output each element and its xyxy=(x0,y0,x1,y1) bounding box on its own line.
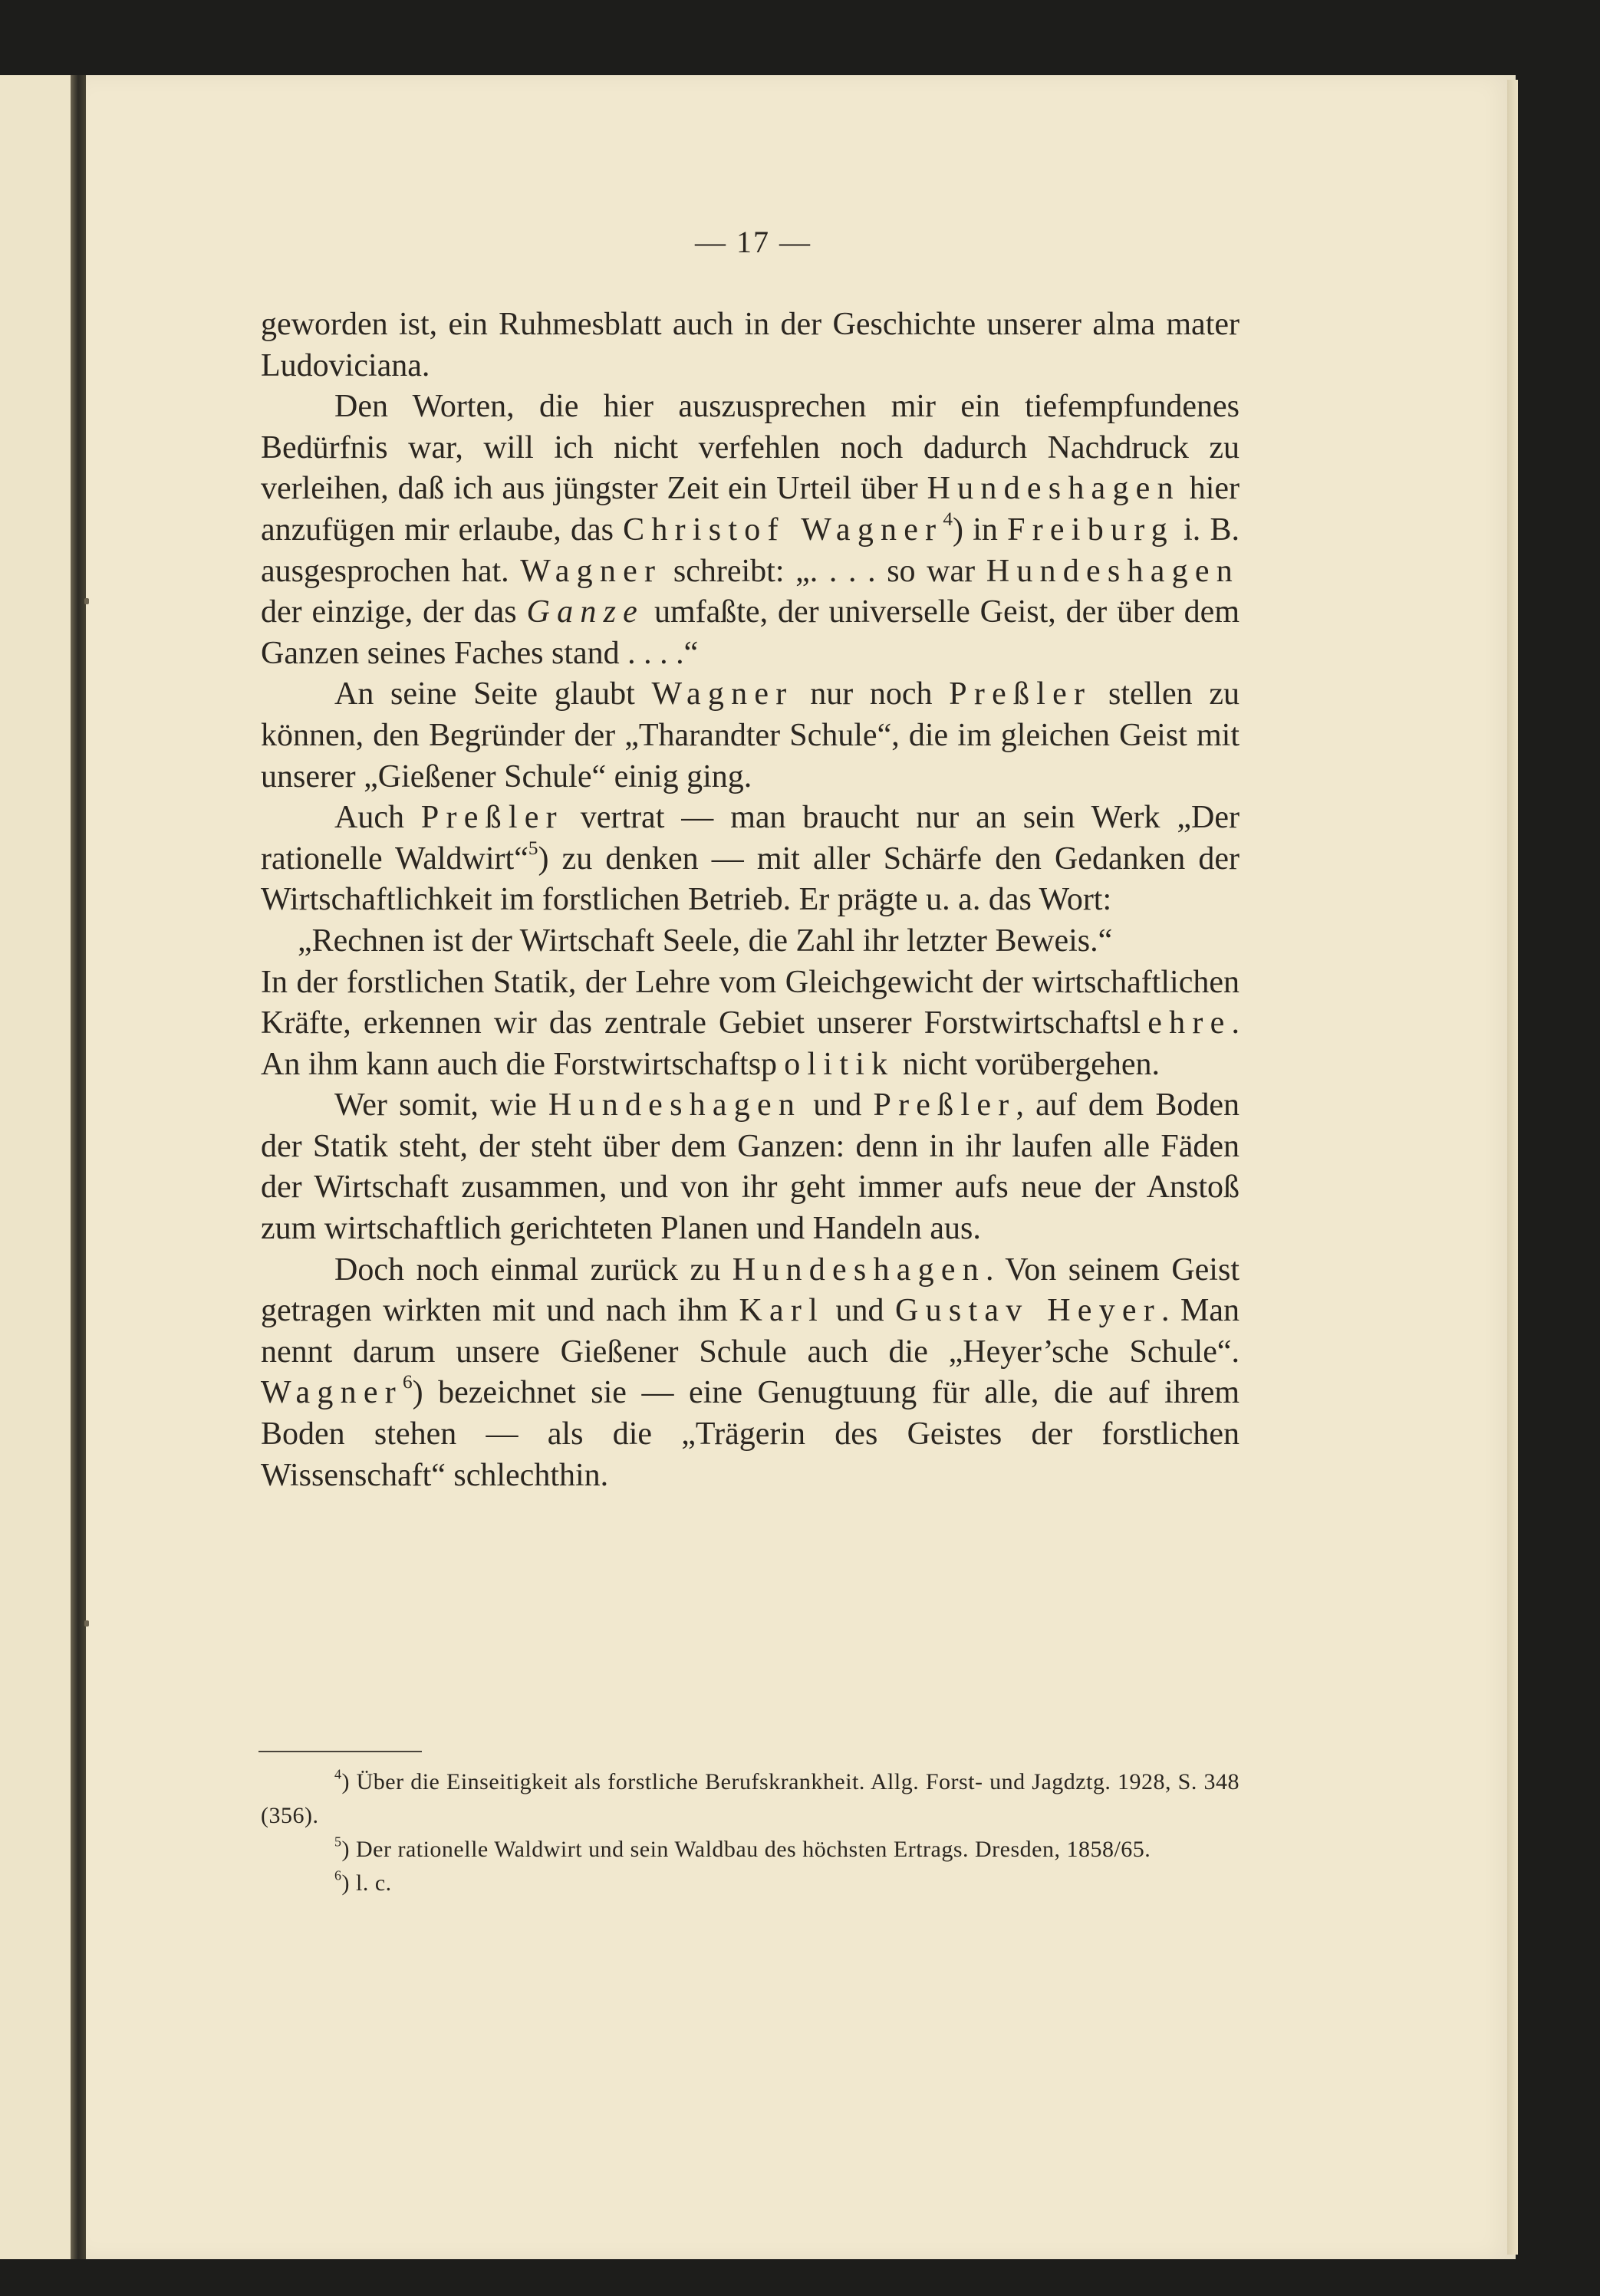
spaced-name: Hundeshagen xyxy=(548,1087,802,1123)
spaced-word: politik xyxy=(761,1046,895,1082)
spaced-name: Karl xyxy=(739,1293,825,1329)
margin-mark xyxy=(84,598,89,604)
page-number: — 17 — xyxy=(695,225,812,259)
spaced-name: Preßler xyxy=(420,800,564,836)
block-quote: „Rechnen ist der Wirtschaft Seele, die Zahl ihr letzter Beweis.“ xyxy=(298,923,1113,959)
paragraph-8: Doch noch einmal zurück zu Hundeshagen. Von seinem Geist getragen wirkten mit und nach ihm Karl und Gustav Heyer. Man nennt darum unsere Gießener Schule auch die „Heyer’sche Schule“. Wagner$^6$) bezeichnet sie — eine Genugtuung für alle, die auf ihrem Boden stehen — als die „Trägerin des Geistes der forstlichen Wissenschaft“ schlechthin. xyxy=(261,1252,1240,1493)
paragraph-3: An seine Seite glaubt Wagner nur noch Preßler stellen zu können, den Begründer der „Tharandter Schule“, die im gleichen Geist mit unserer „Gießener Schule“ einig ging. xyxy=(261,676,1240,794)
paragraph-4: Auch Preßler vertrat — man braucht nur an sein Werk „Der rationelle Waldwirt“$^5$) zu denken — mit aller Schärfe den Gedanken der Wirtschaftlichkeit im forstlichen Betrieb. Er prägte u. a. das Wort: xyxy=(261,800,1240,918)
footnote-4: $^4$) Über die Einseitigkeit als forstliche Berufskrankheit. Allg. Forst- und Jagdztg. 1928, S. 348 (356). xyxy=(261,1766,1240,1828)
margin-mark xyxy=(84,1620,89,1627)
footnote-ref: 5 xyxy=(528,837,538,859)
spaced-name: Preßler xyxy=(949,676,1092,712)
main-text xyxy=(261,304,1240,1496)
footnote-divider xyxy=(258,1751,422,1752)
page-right-edge xyxy=(1507,80,1518,2255)
spaced-name: Freiburg xyxy=(1007,512,1174,548)
spaced-name: Wagner xyxy=(520,553,663,589)
paragraph-6: In der forstlichen Statik, der Lehre vom Gleichgewicht der wirtschaftlichen Kräfte, erkennen wir das zentrale Gebiet unserer Forstwirtschaftslehre. An ihm kann auch die Forstwirtschaftspolitik nicht vorübergehen. xyxy=(261,964,1240,1082)
footnote-ref: 4 xyxy=(943,509,953,531)
footnote-mark: 5 xyxy=(334,1834,342,1850)
previous-page-edge xyxy=(0,75,73,2259)
spaced-name: Christof Wagner xyxy=(623,512,943,548)
footnotes xyxy=(261,1765,1240,1900)
spaced-name: Wagner xyxy=(651,676,794,712)
book-gutter xyxy=(71,75,87,2259)
footnote-6: $^6$) l. c. xyxy=(334,1867,392,1896)
spaced-name: Preßler xyxy=(873,1087,1016,1123)
spaced-name: Wagner xyxy=(261,1375,403,1411)
spaced-name: Hundeshagen xyxy=(986,553,1240,589)
footnote-mark: 4 xyxy=(334,1766,342,1782)
emphasis: Ganze xyxy=(526,594,645,630)
paragraph-2: Den Worten, die hier auszusprechen mir ein tiefempfundenes Bedürfnis war, will ich nicht verfehlen noch dadurch Nachdruck zu verleihen, daß ich aus jüngster Zeit ein Urteil über Hundeshagen hier anzufügen mir erlaube, das Christof Wagner$^4$) in Freiburg i. B. ausgesprochen hat. Wagner schreibt: „. . . . so war Hundeshagen der einzige, der das Ganze umfaßte, der universelle Geist, der über dem Ganzen seines Faches stand . . . .“ xyxy=(261,389,1240,671)
spaced-name: Gustav Heyer xyxy=(895,1293,1162,1329)
footnote-5: $^5$) Der rationelle Waldwirt und sein Waldbau des höchsten Ertrags. Dresden, 1858/65. xyxy=(334,1834,1151,1862)
paragraph-1: geworden ist, ein Ruhmesblatt auch in der Geschichte unserer alma mater Ludoviciana. xyxy=(261,307,1240,383)
footnote-mark: 6 xyxy=(334,1867,342,1883)
spaced-name: Hundeshagen xyxy=(732,1252,986,1288)
spaced-word: lehre xyxy=(1131,1005,1232,1041)
paragraph-7: Wer somit, wie Hundeshagen und Preßler, auf dem Boden der Statik steht, der steht über dem Ganzen: denn in ihr laufen alle Fäden der Wirtschaft zusammen, und von ihr geht immer aufs neue der Anstoß zum wirtschaftlich gerichteten Planen und Handeln aus. xyxy=(261,1087,1240,1247)
footnote-ref: 6 xyxy=(403,1372,413,1393)
spaced-name: Hundeshagen xyxy=(927,471,1180,507)
